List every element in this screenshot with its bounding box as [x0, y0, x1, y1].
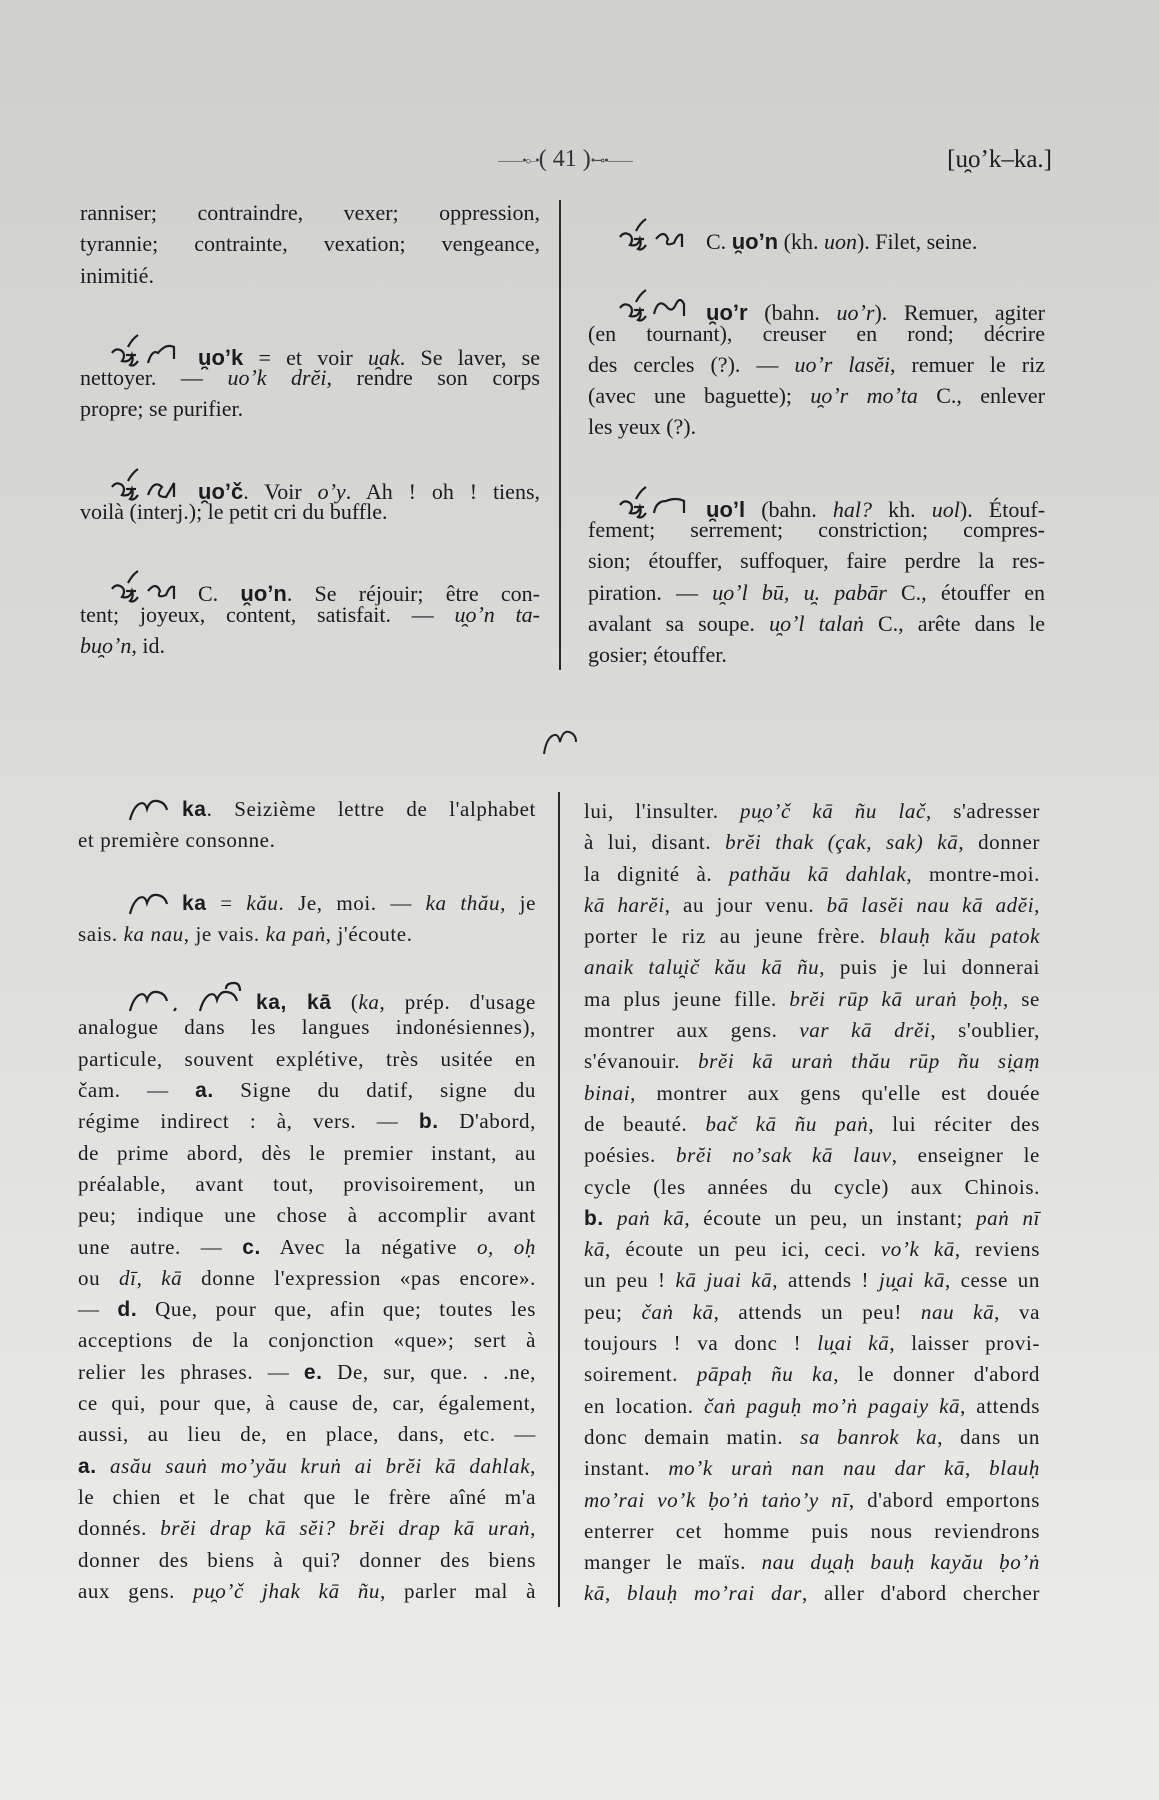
text-line: [584, 1140, 1040, 1171]
page-number-header: ——•⟜•( 41 )•⊸•——: [498, 146, 632, 172]
text-line: [588, 349, 1045, 380]
cham-term: ka paṅ: [265, 921, 326, 946]
text-run: gosier; étouffer.: [588, 642, 727, 668]
text-line: [78, 1263, 536, 1294]
text-run: De, sur, que. . .ne,: [322, 1359, 536, 1384]
dictionary-entry: [78, 888, 536, 951]
text-line: [584, 1391, 1040, 1422]
text-line: [584, 1234, 1040, 1265]
text-run: (bahn.: [747, 300, 837, 326]
cham-term: brĕi kā uraṅ thău rūp ñu si̯aṃ: [698, 1049, 1040, 1074]
cham-term: asău sauṅ moʼyău kruṅ ai brĕi kā dahlak: [110, 1453, 531, 1478]
cham-term: ka: [358, 990, 380, 1015]
cham-script-uon-glyph: [616, 215, 696, 255]
text-line: [584, 921, 1040, 952]
text-run: , dans un: [937, 1424, 1040, 1449]
headword: u̯oʼk: [198, 344, 244, 370]
text-run: , remuer le riz: [889, 351, 1045, 377]
dictionary-entry: [80, 567, 540, 661]
text-run: préalable, avant tout, provisoirement, un: [78, 1171, 536, 1196]
cham-term: moʼrai voʼk ḅoʼṅ taṅoʼy nī: [584, 1487, 849, 1512]
cham-term: kā harĕi: [584, 892, 665, 917]
text-run: C., arête dans le: [863, 610, 1046, 636]
text-run: (kh.: [778, 229, 824, 254]
text-run: donner des biens à qui? donner des biens: [78, 1547, 536, 1572]
text-run: fement; serrement; constriction; compres-: [588, 517, 1045, 543]
text-run: et première consonne.: [78, 828, 276, 853]
text-line: [78, 981, 536, 1015]
text-line: [584, 1328, 1040, 1359]
text-line: [584, 796, 1040, 827]
text-run: ). Étouf-: [959, 496, 1046, 522]
text-run: , va: [994, 1299, 1040, 1324]
cham-term: pathău kā dahlak: [729, 861, 907, 886]
cham-term: kā, blauḥ moʼrai dar: [584, 1581, 802, 1606]
text-line: [80, 260, 540, 291]
text-line: [80, 393, 540, 424]
text-run: ). Filet, seine.: [856, 229, 978, 254]
text-run: Signe du datif, signe du: [213, 1078, 536, 1103]
text-line: [584, 1359, 1040, 1390]
text-line: [78, 825, 536, 856]
text-line: [584, 1547, 1040, 1578]
cham-term: brĕi noʼsak kā lauv: [675, 1143, 892, 1168]
cham-term: bā lasĕi nau kā adĕi: [826, 892, 1035, 917]
text-run: aux gens.: [78, 1578, 194, 1603]
text-run: voilà (interj.); le petit cri du buffle.: [80, 499, 388, 525]
text-run: , montre-moi.: [906, 861, 1040, 886]
running-head: [u̯oʼk–ka.]: [947, 146, 1052, 173]
text-line: [584, 1203, 1040, 1234]
text-run: , donner: [958, 830, 1040, 855]
text-run: propre; se purifier.: [80, 396, 244, 422]
cham-term: ka thău: [425, 890, 501, 915]
text-run: nettoyer. —: [80, 365, 228, 391]
text-line: [588, 577, 1045, 608]
text-run: sais.: [78, 921, 124, 946]
text-run: , reviens: [954, 1237, 1041, 1262]
text-line: [584, 1046, 1040, 1077]
cham-term: uol: [931, 496, 960, 522]
text-line: [78, 1232, 536, 1263]
cham-term: oʼy: [317, 478, 346, 504]
text-run: , rendre son corps: [326, 365, 540, 391]
entry-continuation: [584, 796, 1040, 1610]
cham-script-ka-glyph: [126, 890, 172, 916]
text-run: sion; étouffer, suffoquer, faire perdre la res-: [588, 548, 1045, 574]
text-run: donnés.: [78, 1516, 161, 1541]
headword: e.: [303, 1360, 323, 1384]
text-run: toujours ! va donc !: [584, 1331, 818, 1356]
cham-term: bu̯oʼn: [80, 632, 132, 658]
headword: b.: [584, 1206, 604, 1230]
text-line: [78, 1388, 536, 1419]
text-run: le chien et le chat que le frère aîné m'a: [78, 1484, 536, 1509]
text-run: , parler mal à: [380, 1578, 536, 1603]
cham-term: bač kā ñu paṅ: [705, 1111, 869, 1136]
cham-term: paṅ nī: [976, 1205, 1040, 1230]
text-run: relier les phrases. —: [78, 1359, 304, 1384]
text-line: [80, 331, 540, 370]
dictionary-entry: [588, 286, 1045, 442]
text-line: [78, 1012, 536, 1043]
cham-term: kā juai kā: [675, 1268, 773, 1293]
text-line: [78, 919, 536, 950]
cham-term: dī, kā: [119, 1265, 183, 1290]
text-run: . Ah ! oh ! tiens,: [345, 478, 540, 504]
text-run: de beauté.: [584, 1111, 706, 1136]
text-run: , puis je lui donnerai: [819, 955, 1040, 980]
cham-term: binai: [584, 1080, 631, 1105]
cham-term: blauḥ kău patok: [879, 924, 1040, 949]
text-run: , s'adresser: [925, 799, 1040, 823]
text-run: ce qui, pour que, à cause de, car, également,: [78, 1391, 536, 1416]
text-run: instant.: [584, 1456, 669, 1481]
cham-script-ka-glyph: [126, 796, 172, 822]
dictionary-entry: [80, 331, 540, 425]
text-run: =: [206, 890, 247, 915]
cham-term: brĕi thak (çak, sak) kā: [725, 830, 959, 855]
dictionary-entry: [588, 483, 1045, 671]
headword: u̯oʼč: [198, 478, 244, 504]
text-line: [584, 827, 1040, 858]
cham-term: voʼk kā: [880, 1237, 955, 1262]
cham-term: uoʼr: [836, 300, 875, 326]
text-run: les yeux (?).: [588, 414, 697, 440]
text-run: particule, souvent explétive, très usitée en: [78, 1046, 536, 1071]
text-line: [588, 608, 1045, 639]
text-run: , s'oublier,: [930, 1018, 1040, 1043]
text-line: [78, 1545, 536, 1576]
cham-term: ka nau: [123, 921, 184, 946]
text-run: , au jour venu.: [664, 892, 827, 917]
text-run: . Voir: [243, 478, 318, 504]
text-line: [588, 545, 1045, 576]
text-run: , lui réciter des: [868, 1111, 1040, 1136]
cham-term: nau du̯aḥ bauḥ kayău ḅoʼṅ: [761, 1550, 1040, 1575]
cham-term: u̯oʼn ta-: [454, 601, 540, 627]
text-run: des cercles (?). —: [588, 351, 795, 377]
page-number: 41: [552, 146, 577, 172]
text-line: [584, 1265, 1040, 1296]
text-line: [78, 1419, 536, 1450]
cham-term: uoʼr lasĕi: [794, 351, 890, 377]
cham-term: lu̯ai kā: [817, 1331, 890, 1356]
text-run: C.: [706, 229, 732, 254]
text-run: . Je, moi. —: [278, 890, 426, 915]
text-run: ou: [78, 1265, 120, 1290]
text-line: [588, 483, 1046, 522]
text-line: [78, 1138, 536, 1169]
text-line: [588, 215, 1045, 254]
text-run: inimitié.: [80, 262, 154, 288]
text-line: [78, 1106, 536, 1137]
headword: ka: [182, 891, 207, 915]
text-run: C.: [198, 581, 241, 607]
text-run: cycle (les années du cycle) aux Chinois.: [584, 1174, 1040, 1199]
text-run: montrer aux gens.: [584, 1018, 800, 1043]
cham-script-ka-ka-glyph: [126, 981, 246, 1015]
text-line: [588, 318, 1045, 349]
text-run: , montrer aux gens qu'elle est douée: [630, 1080, 1040, 1105]
text-run: une autre. —: [78, 1234, 243, 1259]
cham-term: moʼk uraṅ nan nau dar kā: [668, 1456, 965, 1481]
text-run: , enseigner le: [891, 1143, 1040, 1168]
text-run: , j'écoute.: [325, 921, 413, 946]
cham-term: pu̯oʼč jhak kā ñu: [193, 1578, 381, 1603]
text-run: . Se laver, se: [399, 344, 540, 370]
text-line: [584, 1453, 1040, 1484]
text-line: [80, 465, 540, 504]
text-run: [604, 1206, 617, 1230]
cham-term: kău: [246, 890, 279, 915]
headword: d.: [117, 1298, 138, 1322]
text-line: [78, 1357, 536, 1388]
text-run: —: [78, 1297, 118, 1322]
headword: ka, kā: [256, 991, 332, 1015]
headword: u̯oʼn: [240, 581, 287, 607]
headword: u̯oʼr: [706, 300, 748, 326]
text-run: . Se réjouir; être con-: [286, 581, 540, 607]
text-line: [78, 1325, 536, 1356]
column-bottom-left: [78, 794, 536, 1607]
text-run: avalant sa soupe.: [588, 610, 770, 636]
text-run: , d'abord emportons: [848, 1487, 1040, 1512]
text-run: en location.: [584, 1393, 704, 1418]
text-run: (: [331, 990, 359, 1015]
text-run: , je vais.: [183, 921, 266, 946]
text-run: tent; joyeux, content, satisfait. —: [80, 601, 455, 627]
text-line: [584, 1516, 1040, 1547]
text-run: , prép. d'usage: [379, 990, 536, 1015]
text-run: ). Remuer, agiter: [874, 300, 1045, 326]
column-bottom-right: [584, 796, 1040, 1610]
text-line: [78, 1200, 536, 1231]
text-run: ,: [530, 1453, 537, 1478]
text-line: [584, 1078, 1040, 1109]
text-run: un peu !: [584, 1268, 676, 1293]
text-run: (en tournant), creuser en rond; décrire: [588, 320, 1045, 346]
text-run: (bahn.: [745, 496, 833, 522]
ornament-right: •⊸•——: [590, 152, 632, 168]
text-line: [78, 1482, 536, 1513]
text-run: manger le maïs.: [584, 1550, 762, 1575]
text-line: [584, 890, 1040, 921]
cham-term: hal?: [832, 496, 873, 522]
cham-term: o, oḥ: [476, 1234, 536, 1259]
text-line: [78, 1513, 536, 1544]
cham-term: u̯oʼr moʼta: [810, 383, 918, 409]
text-run: , cesse un: [944, 1268, 1040, 1293]
entry-continuation: [80, 197, 540, 291]
column-top-right: [588, 215, 1045, 671]
headword: a.: [195, 1079, 214, 1103]
text-run: Avec la négative: [261, 1234, 477, 1259]
text-line: [584, 1578, 1040, 1609]
cham-term: brĕi rūp kā uraṅ ḅoḥ: [789, 986, 1003, 1011]
text-line: [78, 888, 536, 919]
headword: b.: [418, 1110, 439, 1134]
cham-term: uoʼk drĕi: [227, 365, 327, 391]
text-line: [588, 639, 1045, 670]
cham-term: brĕi drap kā sĕi? brĕi drap kā uraṅ: [160, 1516, 531, 1541]
text-run: à lui, disant.: [584, 830, 726, 855]
text-run: (avec une baguette);: [588, 383, 811, 409]
text-run: ranniser; contraindre, vexer; oppression,: [80, 200, 540, 225]
headword: u̯oʼn: [731, 229, 779, 254]
text-run: ,: [530, 1516, 536, 1541]
text-run: peu; indique une chose à accomplir avant: [78, 1203, 536, 1228]
text-line: [78, 1294, 536, 1325]
text-run: , id.: [131, 632, 165, 658]
text-run: analogue dans les langues indonésiennes),: [78, 1015, 536, 1040]
text-line: [584, 952, 1040, 983]
text-run: C., enlever: [917, 383, 1046, 409]
text-line: [588, 380, 1045, 411]
text-run: s'évanouir.: [584, 1049, 699, 1074]
cham-term: pu̯oʼč kā ñu lač: [740, 799, 926, 823]
text-run: donc demain matin.: [584, 1424, 801, 1449]
text-run: enterrer cet homme puis nous reviendrons: [584, 1518, 1040, 1543]
text-line: [588, 411, 1045, 442]
text-run: C., étouffer en: [886, 579, 1045, 605]
text-line: [80, 228, 540, 259]
cham-term: pāpaḥ ñu ka: [696, 1362, 834, 1387]
headword: a.: [78, 1454, 97, 1478]
text-run: . Seizième lettre de l'alphabet: [206, 797, 536, 821]
text-line: [584, 1015, 1040, 1046]
text-run: , écoute un peu, un instant;: [684, 1205, 977, 1230]
column-divider-top: [559, 200, 561, 670]
text-line: [78, 794, 536, 825]
text-run: piration. —: [588, 579, 713, 605]
text-run: ,: [1034, 892, 1040, 917]
text-run: , attends un peu!: [713, 1299, 921, 1324]
text-line: [78, 1576, 536, 1607]
text-run: peu;: [584, 1299, 642, 1324]
text-run: , le donner d'abord: [833, 1362, 1040, 1387]
text-run: acceptions de la conjonction «que»; sert à: [78, 1328, 536, 1353]
column-divider-bottom: [558, 792, 560, 1607]
text-run: , aller d'abord chercher: [801, 1581, 1041, 1606]
cham-term: blauḥ: [989, 1456, 1041, 1481]
text-line: [584, 1485, 1040, 1516]
text-run: tyrannie; contrainte, vexation; vengeance,: [80, 231, 540, 257]
text-line: [80, 567, 540, 607]
text-line: [584, 1109, 1040, 1140]
text-run: , attends !: [772, 1268, 879, 1293]
text-run: D'abord,: [438, 1109, 537, 1134]
text-run: donne l'expression «pas encore».: [182, 1265, 536, 1290]
text-run: kh.: [872, 496, 932, 522]
text-line: [80, 362, 540, 393]
text-run: régime indirect : à, vers. —: [78, 1109, 419, 1134]
cham-term: paṅ kā: [616, 1205, 685, 1230]
cham-term: anaik talu̯ič kău kā ñu: [584, 955, 820, 980]
cham-term: ju̯ai kā: [878, 1268, 945, 1293]
text-line: [584, 984, 1040, 1015]
headword: u̯oʼl: [706, 496, 746, 522]
cham-term: u̯oʼl talaṅ: [769, 610, 864, 636]
cham-term: nau kā: [920, 1299, 995, 1324]
text-line: [78, 1075, 536, 1106]
text-line: [588, 286, 1045, 326]
text-run: la dignité à.: [584, 861, 730, 886]
cham-term: čaṅ kā: [641, 1299, 714, 1324]
text-run: , se: [1002, 986, 1040, 1011]
text-run: soirement.: [584, 1362, 697, 1387]
text-run: ,: [965, 1456, 990, 1481]
text-line: [80, 630, 540, 661]
text-run: [97, 1454, 110, 1478]
dictionary-entry: [588, 215, 1045, 254]
text-run: aussi, au lieu de, en place, dans, etc. —: [78, 1422, 536, 1447]
headword: ka: [182, 798, 207, 821]
text-run: poésies.: [584, 1143, 676, 1168]
cham-term: u̯ak: [368, 344, 400, 370]
text-line: [584, 1297, 1040, 1328]
dictionary-entry: [78, 981, 536, 1607]
text-run: de prime abord, dès le premier instant, au: [78, 1140, 536, 1165]
cham-term: u̯oʼl bū, u̯. pabār: [712, 579, 887, 605]
cham-term: uon: [823, 229, 857, 254]
text-line: [78, 1169, 536, 1200]
dictionary-entry: [78, 794, 536, 857]
headword: c.: [242, 1235, 261, 1259]
text-run: , attends: [960, 1393, 1040, 1418]
column-top-left: [80, 197, 540, 661]
text-run: , écoute un peu ici, ceci.: [605, 1237, 881, 1262]
text-run: = et voir: [243, 344, 369, 370]
dictionary-entry: [80, 465, 540, 528]
cham-term: kā: [584, 1237, 606, 1262]
cham-term: čaṅ paguḥ moʼṅ pagaiy kā: [703, 1393, 961, 1418]
text-line: [588, 514, 1045, 545]
text-run: , laisser provi-: [889, 1331, 1040, 1356]
section-letter-ka-glyph: [538, 722, 582, 758]
text-line: [80, 599, 540, 630]
ornament-left: ——•⟜•: [498, 152, 539, 168]
text-run: , je: [500, 890, 536, 915]
text-line: [78, 1451, 536, 1482]
cham-term: var kā drĕi: [799, 1018, 931, 1043]
text-line: [584, 1422, 1040, 1453]
text-run: Que, pour que, afin que; toutes les: [137, 1297, 536, 1322]
cham-term: sa banrok ka: [800, 1424, 938, 1449]
text-run: lui, l'insulter.: [584, 799, 741, 823]
text-line: [80, 197, 540, 228]
text-run: porter le riz au jeune frère.: [584, 924, 880, 949]
text-run: ma plus jeune fille.: [584, 986, 790, 1011]
text-run: čam. —: [78, 1078, 196, 1103]
text-line: [78, 1044, 536, 1075]
text-line: [584, 859, 1040, 890]
text-line: [584, 1172, 1040, 1203]
